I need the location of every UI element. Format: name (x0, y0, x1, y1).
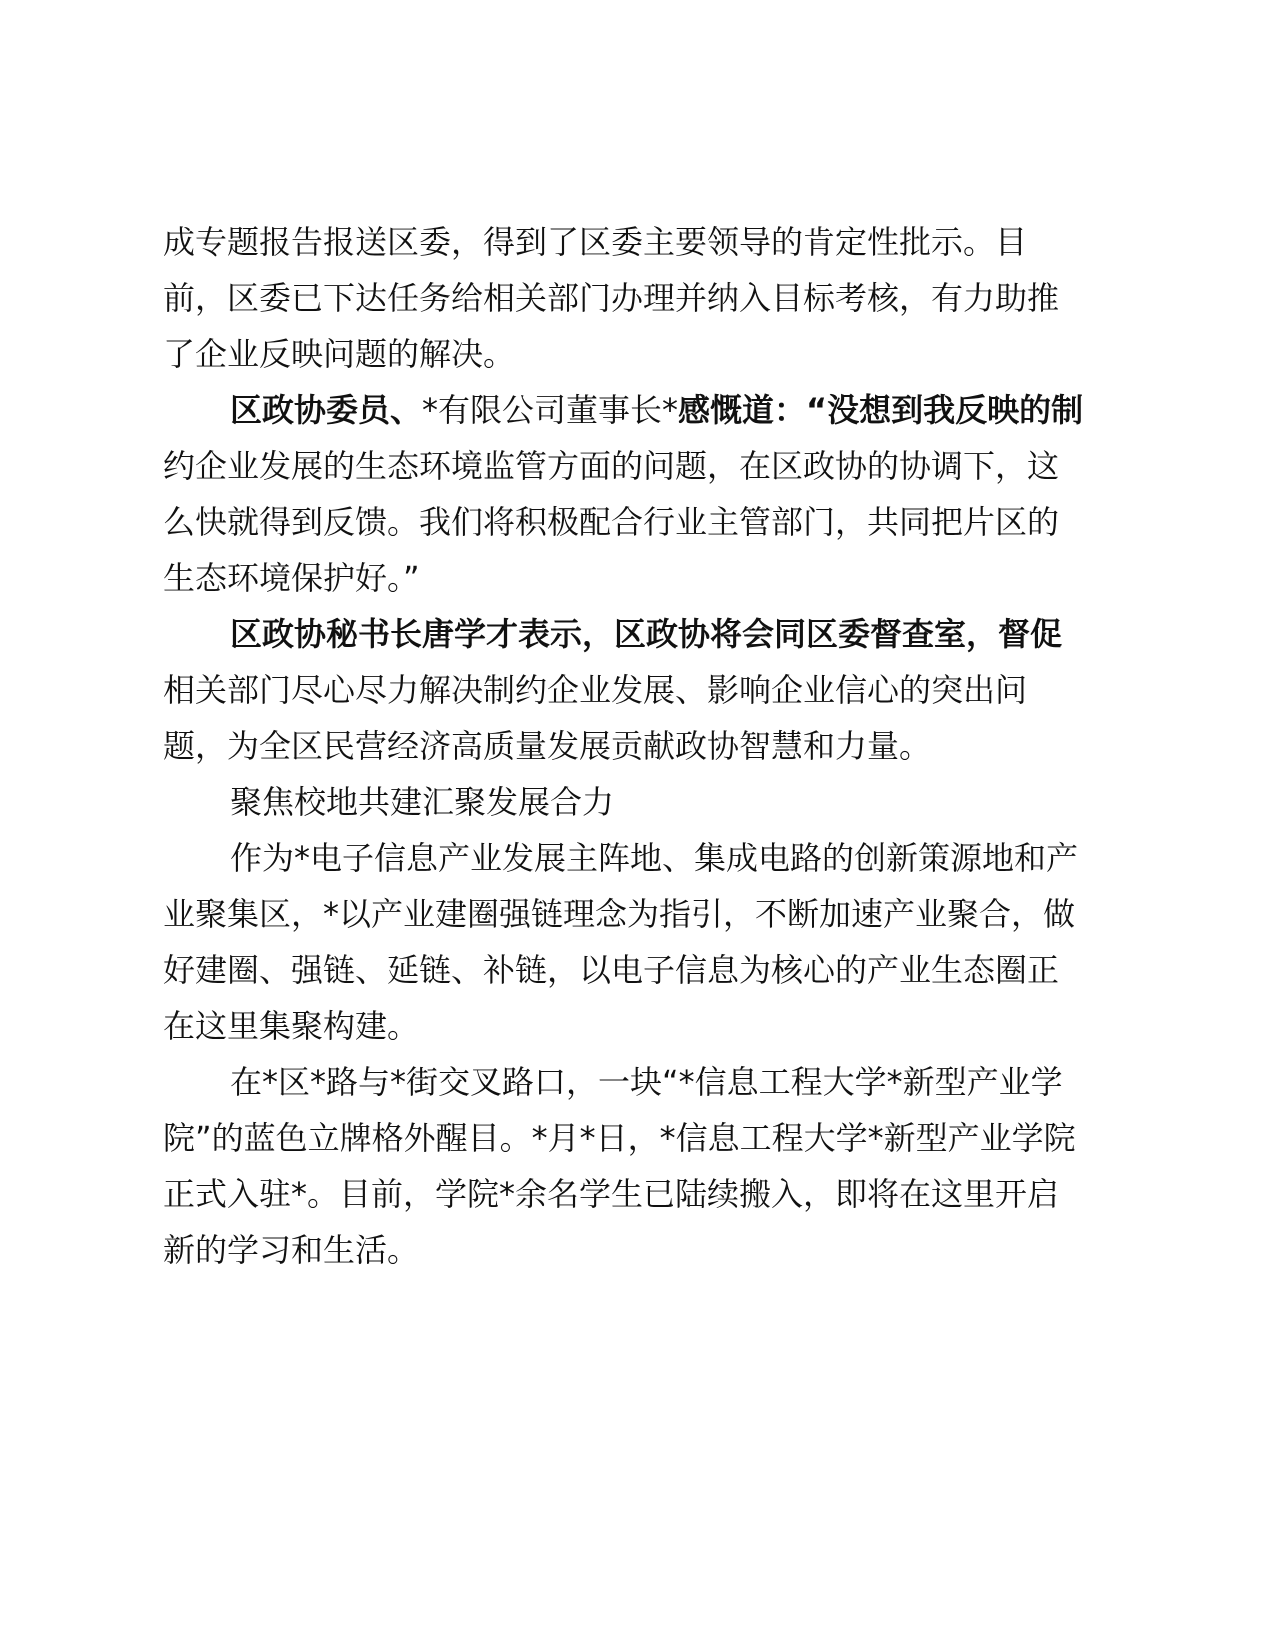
paragraph-4-line-4: 在这里集聚构建。 (163, 1007, 420, 1045)
paragraph-2-bold-text-a: 区政协委员、 (230, 391, 423, 429)
paragraph-1-line-1: 成专题报告报送区委，得到了区委主要领导的肯定性批示。目 (163, 223, 1028, 261)
paragraph-3-line-2: 相关部门尽心尽力解决制约企业发展、影响企业信心的突出问 (163, 671, 1028, 709)
paragraph-1-line-3: 了企业反映问题的解决。 (163, 335, 516, 373)
paragraph-5-line-3: 正式入驻*。目前，学院*余名学生已陆续搬入，即将在这里开启 (163, 1175, 1060, 1213)
paragraph-5-line-4: 新的学习和生活。 (163, 1231, 420, 1269)
paragraph-2-line-1 (230, 390, 1083, 430)
section-heading: 聚焦校地共建汇聚发展合力 (230, 783, 615, 821)
paragraph-1-line-2: 前，区委已下达任务给相关部门办理并纳入目标考核，有力助推 (163, 279, 1060, 317)
paragraph-2-bold-text-b: 感慨道：“没想到我反映的制 (678, 391, 1084, 429)
paragraph-4-line-1: 作为*电子信息产业发展主阵地、集成电路的创新策源地和产 (230, 839, 1079, 877)
paragraph-3-line-1: 区政协秘书长唐学才表示，区政协将会同区委督查室，督促 (230, 615, 1063, 653)
paragraph-2-line-2: 约企业发展的生态环境监管方面的问题，在区政协的协调下，这 (163, 447, 1060, 485)
paragraph-2-line-4: 生态环境保护好。” (163, 559, 420, 597)
paragraph-3-line-3: 题，为全区民营经济高质量发展贡献政协智慧和力量。 (163, 727, 932, 765)
paragraph-4-line-2: 业聚集区，*以产业建圈强链理念为指引，不断加速产业聚合，做 (163, 895, 1076, 933)
paragraph-2-line-3: 么快就得到反馈。我们将积极配合行业主管部门，共同把片区的 (163, 503, 1060, 541)
paragraph-5-line-1: 在*区*路与*街交叉路口，一块“*信息工程大学*新型产业学 (230, 1063, 1063, 1101)
paragraph-4-line-3: 好建圈、强链、延链、补链，以电子信息为核心的产业生态圈正 (163, 951, 1060, 989)
paragraph-5-line-2: 院”的蓝色立牌格外醒目。*月*日，*信息工程大学*新型产业学院 (163, 1119, 1076, 1157)
paragraph-2-normal-text-a: *有限公司董事长* (422, 391, 679, 429)
